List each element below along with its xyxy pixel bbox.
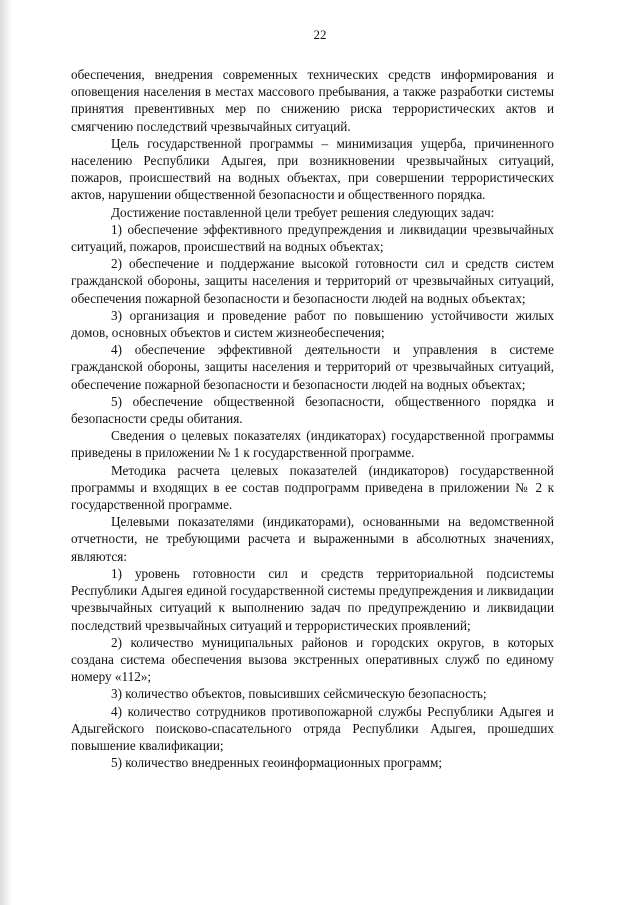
list-item-indicator-1: 1) уровень готовности сил и средств территориальной подсистемы Республики Адыгея единой государственной системы предупреждения и ликвидации чрезвычайных ситуаций к выполнению задач по предупреждению и ликвидации последствий чрезвычайных ситуаций и террористических проявлений; <box>71 565 554 633</box>
list-item-indicator-4: 4) количество сотрудников противопожарной службы Республики Адыгея и Адыгейского поисково-спасательного отряда Республики Адыгея, прошедших повышение квалификации; <box>71 703 554 753</box>
paragraph-continuation: обеспечения, внедрения современных технических средств информирования и оповещения населения в местах массового пребывания, а также разработки системы принятия превентивных мер по снижению риска террористических актов и смягчению последствий чрезвычайных ситуаций. <box>71 67 554 134</box>
paragraph-indicators-intro: Целевыми показателями (индикаторами), основанными на ведомственной отчетности, не требующими расчета и выраженными в абсолютных значениях, являются: <box>71 514 554 564</box>
list-item-indicator-3: 3) количество объектов, повысивших сейсмическую безопасность; <box>111 686 487 702</box>
paragraph-indicators-info: Сведения о целевых показателях (индикаторах) государственной программы приведены в приложении № 1 к государственной программе. <box>71 428 554 461</box>
list-item-indicator-2: 2) количество муниципальных районов и городских округов, в которых создана система обеспечения вызова экстренных оперативных служб по единому номеру «112»; <box>71 634 554 685</box>
paragraph-goal: Цель государственной программы – минимизация ущерба, причиненного населению Республики Адыгея, при возникновении чрезвычайных ситуаций, пожаров, происшествий на водных объектах, при совершении террористических актов, нарушении общественной безопасности и общественного порядка. <box>71 135 554 203</box>
page-edge-shadow <box>0 0 12 905</box>
page-number: 22 <box>313 27 327 42</box>
list-item-task-5: 5) обеспечение общественной безопасности, общественного порядка и безопасности среды обитания. <box>71 393 554 427</box>
list-item-indicator-5: 5) количество внедренных геоинформационных программ; <box>111 755 442 771</box>
list-item-task-2: 2) обеспечение и поддержание высокой готовности сил и средств систем гражданской обороны, защиты населения и территорий от чрезвычайных ситуаций, обеспечения пожарной безопасности и безопасности людей на водных объектах; <box>71 256 554 306</box>
list-item-task-1: 1) обеспечение эффективного предупреждения и ликвидации чрезвычайных ситуаций, пожаров, происшествий на водных объектах; <box>71 221 554 255</box>
paragraph-tasks-intro: Достижение поставленной цели требует решения следующих задач: <box>111 204 495 220</box>
list-item-task-4: 4) обеспечение эффективной деятельности и управления в системе гражданской обороны, защиты населения и территорий от чрезвычайных ситуаций, обеспечение пожарной безопасности и безопасности людей на водных объектах; <box>71 342 554 392</box>
list-item-task-3: 3) организация и проведение работ по повышению устойчивости жилых домов, основных объектов и систем жизнеобеспечения; <box>71 307 554 341</box>
body-text <box>71 66 554 771</box>
paragraph-methodology: Методика расчета целевых показателей (индикаторов) государственной программы и входящих в ее состав подпрограмм приведена в приложении № 2 к государственной программе. <box>71 462 554 513</box>
